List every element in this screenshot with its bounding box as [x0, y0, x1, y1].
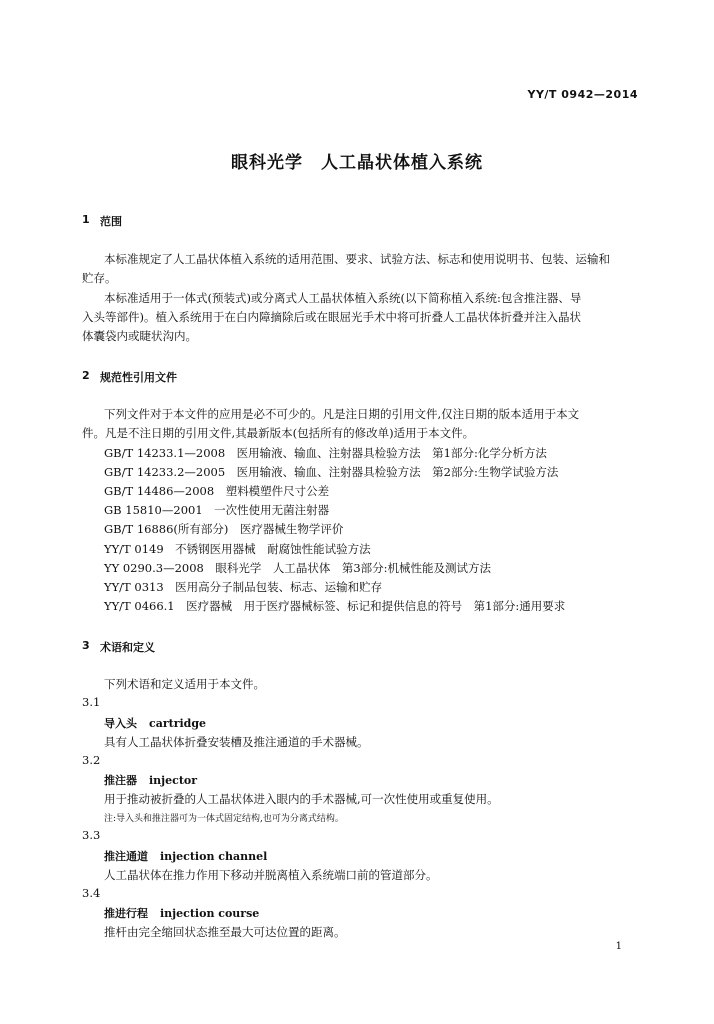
section-1-heading: 范围 — [100, 215, 122, 228]
term-definition: 用于推动被折叠的人工晶状体进入眼内的手术器械,可一次性使用或重复使用。 — [104, 792, 499, 806]
term-chinese: 导入头 — [104, 717, 137, 730]
section-1-paragraph-1-line-1: 本标准规定了人工晶状体植入系统的适用范围、要求、试验方法、标志和使用说明书、包装、运输和 — [104, 252, 610, 266]
section-2-number: 2 — [82, 369, 90, 382]
section-3-intro: 下列术语和定义适用于本文件。 — [104, 677, 265, 691]
term-chinese: 推进行程 — [104, 907, 148, 920]
section-3-heading: 术语和定义 — [100, 641, 155, 654]
section-2-intro-line-1: 下列文件对于本文件的应用是必不可少的。凡是注日期的引用文件,仅注日期的版本适用于本文 — [104, 407, 580, 421]
reference-item: YY 0290.3—2008 眼科光学 人工晶状体 第3部分:机械性能及测试方法 — [104, 561, 492, 575]
section-1-number: 1 — [82, 213, 90, 226]
document-title: 眼科光学 人工晶状体植入系统 — [231, 153, 483, 173]
term-heading — [104, 848, 267, 864]
term-english: injector — [149, 774, 198, 787]
term-number: 3.2 — [82, 753, 101, 767]
reference-item: YY/T 0149 不锈钢医用器械 耐腐蚀性能试验方法 — [104, 542, 371, 556]
section-1-paragraph-2-line-3: 体囊袋内或睫状沟内。 — [82, 329, 197, 343]
term-heading — [104, 905, 259, 921]
term-number: 3.1 — [82, 695, 101, 709]
section-1-paragraph-2-line-2: 入头等部件)。植入系统用于在白内障摘除后或在眼屈光手术中将可折叠人工晶状体折叠并注入晶状 — [82, 310, 581, 324]
section-1-paragraph-2-line-1: 本标准适用于一体式(预装式)或分离式人工晶状体植入系统(以下简称植入系统:包含推注器、导 — [104, 291, 582, 305]
term-definition: 具有人工晶状体折叠安装槽及推注通道的手术器械。 — [104, 735, 369, 749]
section-2-intro-line-2: 件。凡是不注日期的引用文件,其最新版本(包括所有的修改单)适用于本文件。 — [82, 426, 475, 440]
term-english: injection course — [160, 907, 260, 920]
section-1-paragraph-1-line-2: 贮存。 — [82, 271, 117, 285]
term-chinese: 推注通道 — [104, 850, 148, 863]
term-heading — [104, 772, 197, 788]
term-chinese: 推注器 — [104, 774, 137, 787]
reference-item: GB/T 14486—2008 塑料模塑件尺寸公差 — [104, 484, 330, 498]
term-number: 3.3 — [82, 828, 101, 842]
reference-item: YY/T 0466.1 医疗器械 用于医疗器械标签、标记和提供信息的符号 第1部分:通用要求 — [104, 599, 566, 613]
term-definition: 推杆由完全缩回状态推至最大可达位置的距离。 — [104, 925, 346, 939]
reference-item: GB 15810—2001 一次性使用无菌注射器 — [104, 503, 330, 517]
section-2-heading: 规范性引用文件 — [100, 371, 177, 384]
term-english: cartridge — [149, 717, 207, 730]
standard-code: YY/T 0942—2014 — [527, 88, 638, 101]
term-heading — [104, 715, 206, 731]
term-number: 3.4 — [82, 886, 101, 900]
reference-item: YY/T 0313 医用高分子制品包装、标志、运输和贮存 — [104, 580, 383, 594]
term-note: 注:导入头和推注器可为一体式固定结构,也可为分离式结构。 — [104, 814, 344, 824]
term-english: injection channel — [160, 850, 268, 863]
reference-item: GB/T 14233.2—2005 医用输液、输血、注射器具检验方法 第2部分:生物学试验方法 — [104, 465, 559, 479]
reference-item: GB/T 16886(所有部分) 医疗器械生物学评价 — [104, 522, 344, 536]
page-number: 1 — [615, 941, 622, 952]
reference-item: GB/T 14233.1—2008 医用输液、输血、注射器具检验方法 第1部分:化学分析方法 — [104, 446, 547, 460]
section-3-number: 3 — [82, 639, 90, 652]
term-definition: 人工晶状体在推力作用下移动并脱离植入系统端口前的管道部分。 — [104, 868, 438, 882]
